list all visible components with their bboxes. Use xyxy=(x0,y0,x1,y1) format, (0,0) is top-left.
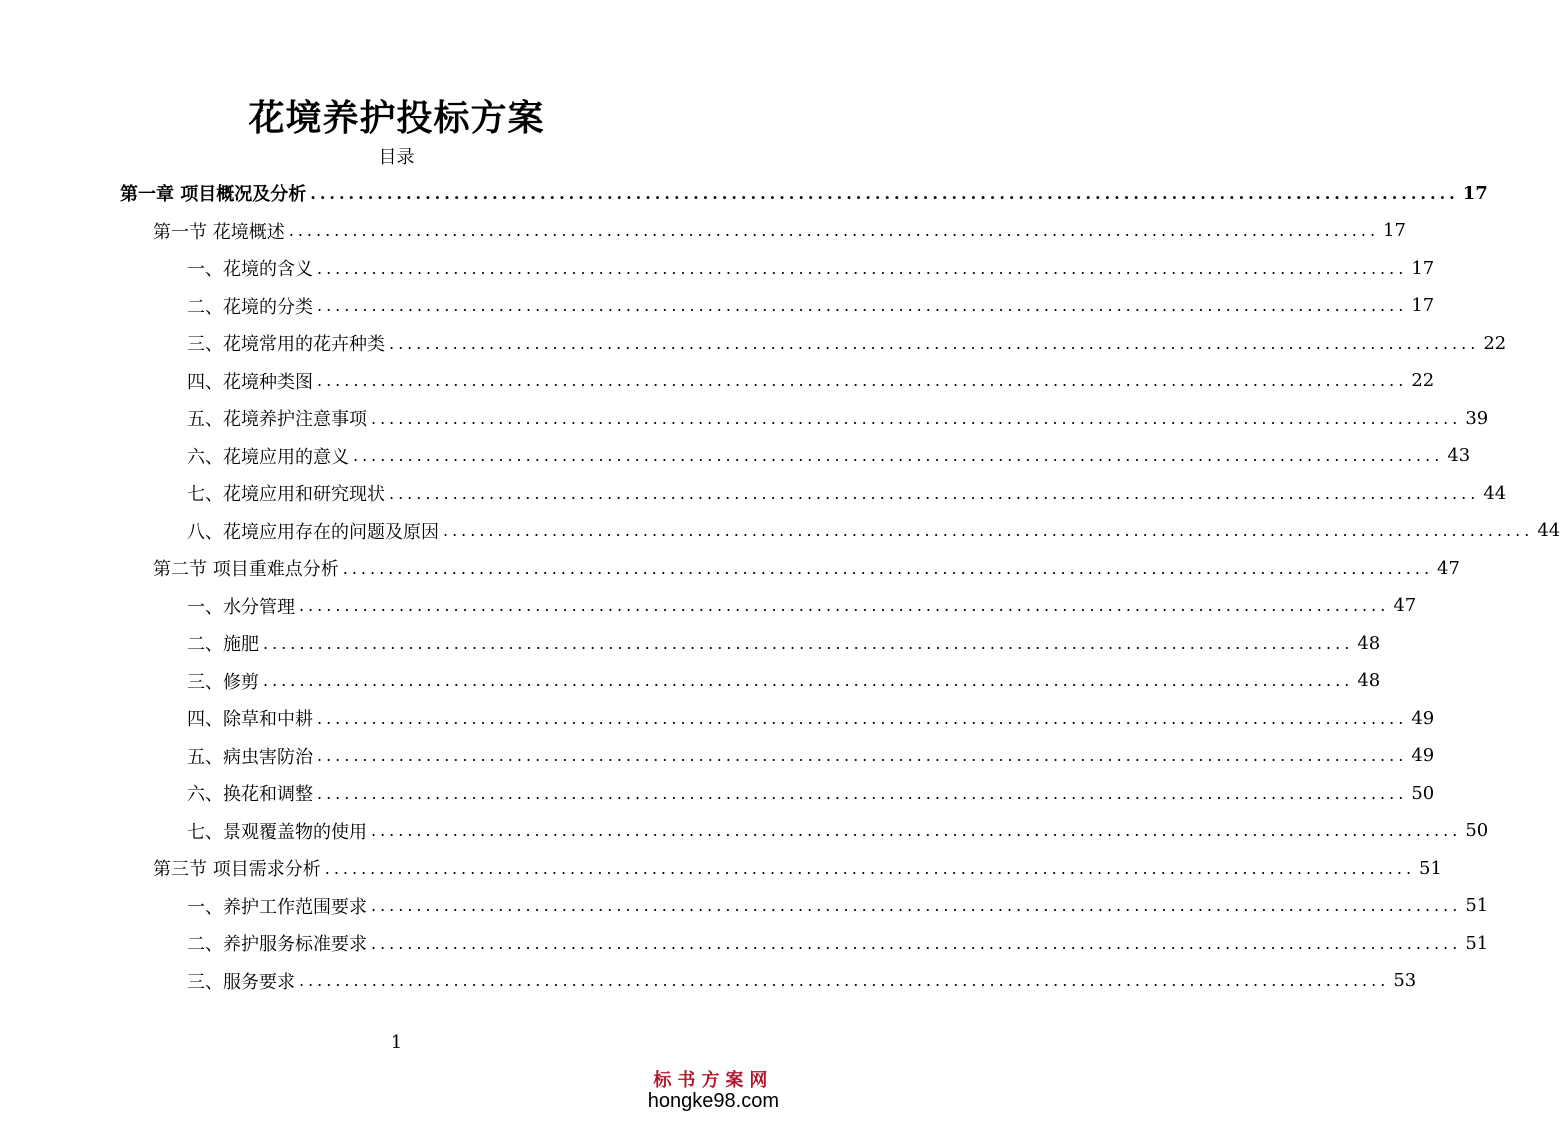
toc-leader-dots: ........................................................................................................................ xyxy=(371,933,1462,953)
toc-entry-page: 51 xyxy=(1465,932,1489,954)
toc-entry[interactable] xyxy=(187,963,1417,999)
toc-entry[interactable] xyxy=(187,813,1489,849)
toc-entry-label: 一、花境的含义 xyxy=(187,259,313,280)
toc-entry-label: 三、服务要求 xyxy=(187,971,295,993)
toc-entry-page: 50 xyxy=(1411,782,1435,804)
toc-leader-dots: ........................................................................................................................ xyxy=(317,783,1408,803)
toc-leader-dots: ........................................................................................................................ xyxy=(310,183,1459,203)
toc-entry[interactable] xyxy=(187,438,1471,474)
toc-entry[interactable] xyxy=(153,850,1442,886)
toc-entry[interactable] xyxy=(187,700,1435,736)
toc-entry[interactable] xyxy=(187,475,1507,511)
toc-leader-dots: ........................................................................................................................ xyxy=(371,896,1462,915)
toc-entry[interactable] xyxy=(187,588,1417,624)
watermark-url: hongke98.com xyxy=(647,1090,779,1112)
toc-entry[interactable] xyxy=(187,513,1560,549)
toc-entry[interactable] xyxy=(187,888,1489,924)
toc-entry-label: 七、景观覆盖物的使用 xyxy=(187,821,367,843)
toc-leader-dots: ........................................................................................................................ xyxy=(299,596,1390,615)
toc-entry-page: 22 xyxy=(1411,370,1435,391)
toc-leader-dots: ........................................................................................................................ xyxy=(353,446,1444,465)
toc-entry-label: 二、养护服务标准要求 xyxy=(187,934,367,955)
toc-entry-page: 51 xyxy=(1419,857,1442,879)
toc-leader-dots: ........................................................................................................................ xyxy=(342,558,1434,578)
toc-entry-label: 第二节 项目重难点分析 xyxy=(153,559,339,580)
toc-entry-label: 二、花境的分类 xyxy=(187,296,313,318)
toc-entry[interactable] xyxy=(120,175,1488,211)
toc-entry[interactable] xyxy=(187,663,1381,699)
toc-entry-label: 六、花境应用的意义 xyxy=(187,446,349,468)
toc-leader-dots: ........................................................................................................................ xyxy=(317,296,1408,315)
toc-leader-dots: ........................................................................................................................ xyxy=(371,821,1462,840)
toc-entry[interactable] xyxy=(187,775,1435,811)
toc-leader-dots: ........................................................................................................................ xyxy=(317,258,1408,278)
toc-entry-page: 48 xyxy=(1357,670,1381,691)
toc-entry-page: 17 xyxy=(1462,182,1488,204)
toc-entry[interactable] xyxy=(187,738,1435,774)
toc-leader-dots: ........................................................................................................................ xyxy=(324,858,1416,878)
toc-entry-page: 17 xyxy=(1411,257,1435,279)
toc-entry-page: 17 xyxy=(1411,295,1435,316)
toc-entry-page: 48 xyxy=(1357,632,1381,654)
document-title: 花境养护投标方案 xyxy=(248,97,545,139)
toc-entry-label: 一、水分管理 xyxy=(187,596,295,618)
toc-heading: 目录 xyxy=(378,147,415,168)
toc-entry-label: 三、修剪 xyxy=(187,671,259,693)
toc-entry-page: 51 xyxy=(1465,895,1489,916)
toc-entry-label: 五、花境养护注意事项 xyxy=(187,409,367,430)
toc-entry-page: 47 xyxy=(1437,557,1460,579)
toc-entry-label: 四、除草和中耕 xyxy=(187,709,313,730)
toc-entry-page: 17 xyxy=(1383,220,1406,241)
toc-entry-page: 22 xyxy=(1483,332,1507,354)
toc-entry-page: 39 xyxy=(1465,407,1489,429)
toc-leader-dots: ........................................................................................................................ xyxy=(299,971,1390,990)
toc-entry[interactable] xyxy=(187,288,1435,324)
toc-entry-label: 第一节 花境概述 xyxy=(153,221,285,243)
toc-entry-page: 47 xyxy=(1393,595,1417,616)
toc-entry-label: 五、病虫害防治 xyxy=(187,746,313,768)
toc-entry-label: 三、花境常用的花卉种类 xyxy=(187,334,385,355)
toc-entry[interactable] xyxy=(187,400,1489,436)
toc-entry[interactable] xyxy=(153,550,1460,586)
toc-entry[interactable] xyxy=(187,925,1489,961)
toc-entry[interactable] xyxy=(187,625,1381,661)
toc-leader-dots: ........................................................................................................................ xyxy=(389,483,1480,503)
toc-entry-page: 49 xyxy=(1411,707,1435,729)
toc-leader-dots: ........................................................................................................................ xyxy=(263,671,1354,690)
toc-leader-dots: ........................................................................................................................ xyxy=(317,371,1408,390)
page-number: 1 xyxy=(390,1032,403,1053)
toc-entry[interactable] xyxy=(187,250,1435,286)
toc-entry-label: 第三节 项目需求分析 xyxy=(153,859,321,880)
toc-entry-page: 49 xyxy=(1411,745,1435,766)
toc-leader-dots: ........................................................................................................................ xyxy=(317,708,1408,728)
toc-entry-label: 一、养护工作范围要求 xyxy=(187,896,367,918)
watermark-logo xyxy=(648,1066,779,1113)
toc-leader-dots: ........................................................................................................................ xyxy=(263,633,1354,653)
toc-entry-page: 50 xyxy=(1465,820,1489,841)
toc-entry-page: 44 xyxy=(1537,520,1560,541)
toc-entry-page: 43 xyxy=(1447,445,1471,466)
toc-entry[interactable] xyxy=(187,325,1507,361)
toc-entry-label: 八、花境应用存在的问题及原因 xyxy=(187,521,439,543)
toc-leader-dots: ........................................................................................................................ xyxy=(389,333,1480,353)
toc-entry-label: 第一章 项目概况及分析 xyxy=(120,184,307,205)
toc-leader-dots: ........................................................................................................................ xyxy=(288,221,1380,240)
toc-leader-dots: ........................................................................................................................ xyxy=(317,746,1408,765)
toc-entry-page: 44 xyxy=(1483,482,1507,504)
toc-entry-label: 六、换花和调整 xyxy=(187,784,313,805)
toc-entry[interactable] xyxy=(187,363,1435,399)
watermark-name: 标书方案网 xyxy=(653,1070,774,1091)
toc-entry[interactable] xyxy=(153,213,1406,249)
toc-leader-dots: ........................................................................................................................ xyxy=(443,521,1534,540)
toc-entry-label: 四、花境种类图 xyxy=(187,371,313,393)
toc-entry-page: 53 xyxy=(1393,970,1417,991)
toc-leader-dots: ........................................................................................................................ xyxy=(371,408,1462,428)
toc-entry-label: 七、花境应用和研究现状 xyxy=(187,484,385,505)
toc-entry-label: 二、施肥 xyxy=(187,634,259,655)
